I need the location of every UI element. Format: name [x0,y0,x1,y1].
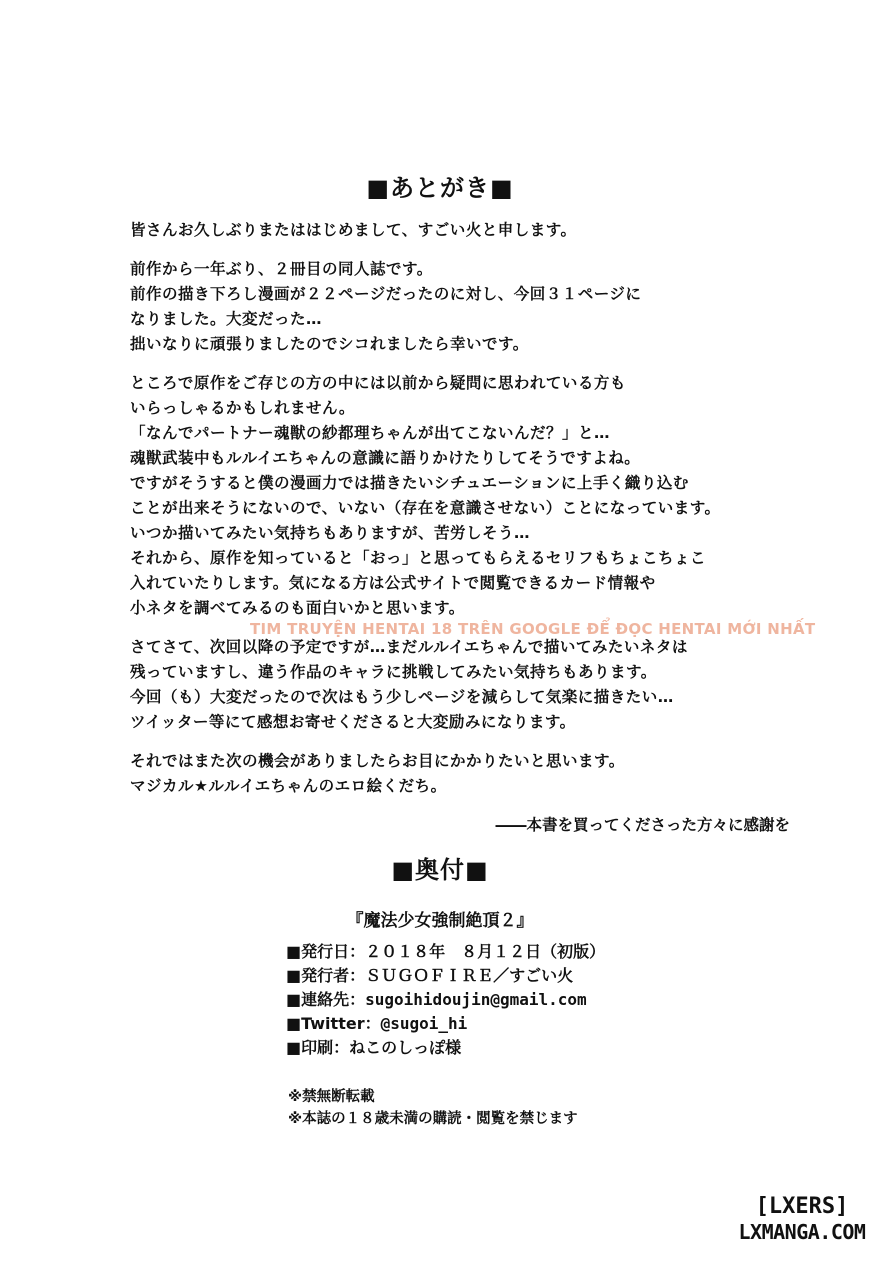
text-line: ことが出来そうにないので、いない（存在を意識させない）ことになっています。 [130,499,721,517]
scanlator-logo [732,1194,872,1244]
text-line: ですがそうすると僕の漫画力では描きたいシチュエーションに上手く織り込む [130,474,689,492]
text-line: ところで原作をご存じの方の中には以前から疑問に思われている方も [130,374,626,392]
afterword-signature: ――本書を買ってくださった方々に感謝を [495,816,790,834]
colophon-details [286,940,605,1060]
afterword-heading: ■あとがき■ [366,174,514,202]
text-line: 前作の描き下ろし漫画が２２ページだったのに対し、今回３１ページに [130,285,642,303]
colophon-value: ＳＵＧＯＦＩＲＥ／すごい火 [365,966,574,985]
text-line: いつか描いてみたい気持ちもありますが、苦労しそう… [130,524,531,542]
text-line: さてさて、次回以降の予定ですが…まだルルイエちゃんで描いてみたいネタは [130,638,688,656]
text-line: それではまた次の機会がありましたらお目にかかりたいと思います。 [130,752,625,770]
colophon-row-date [286,940,605,964]
twitter-handle: @sugoi_hi [380,1014,468,1033]
colophon-label: ■Twitter： [286,1014,381,1033]
colophon-label: ■印刷： [286,1038,350,1057]
text-line: 残っていますし、違う作品のキャラに挑戦してみたい気持ちもあります。 [130,663,657,681]
colophon-value: ねこのしっぽ様 [349,1038,462,1057]
text-line: なりました。大変だった… [130,310,323,328]
colophon-label: ■発行日： [286,942,366,961]
colophon-heading: ■奥付■ [391,856,489,884]
text-line: 前作から一年ぶり、２冊目の同人誌です。 [130,260,433,278]
afterword-paragraph [130,218,790,243]
text-line: 入れていたりします。気になる方は公式サイトで閲覧できるカード情報や [130,574,656,592]
site-watermark: TIM TRUYỆN HENTAI 18 TRÊN GOOGLE ĐỂ ĐỌC HENTAI MỚI NHẤT [250,620,816,638]
note-age-restriction: ※本誌の１８歳未満の購読・閲覧を禁じます [288,1111,578,1127]
text-line: それから、原作を知っていると「おっ」と思ってもらえるセリフもちょこちょこ [130,549,707,567]
text-line: 魂獣武装中もルルイエちゃんの意識に語りかけたりしてそうですよね。 [130,449,641,467]
afterword-paragraph [130,371,790,621]
note-no-reprint: ※禁無断転載 [288,1089,375,1105]
colophon-value: ２０１８年 ８月１２日（初版） [365,942,606,961]
text-line: 今回（も）大変だったので次はもう少しページを減らして気楽に描きたい… [130,688,674,706]
afterword-body [130,218,816,838]
legal-notes [288,1086,578,1130]
afterword-paragraph [130,257,790,357]
colophon-row-publisher [286,964,605,988]
text-line: 小ネタを調べてみるのも面白いかと思います。 [130,599,465,617]
logo-line-2: LXMANGA.COM [738,1220,866,1244]
colophon-row-printer [286,1036,605,1060]
afterword-paragraph [130,749,790,799]
colophon-label: ■連絡先： [286,990,366,1009]
text-line: 拙いなりに頑張りましたのでシコれましたら幸いです。 [130,335,529,353]
text-line: 「なんでパートナー魂獣の紗都理ちゃんが出てこないんだ？」と… [130,424,611,442]
book-title: 『魔法少女強制絶頂２』 [346,911,534,931]
colophon-row-contact [286,988,605,1012]
text-line: 皆さんお久しぶりまたははじめまして、すごい火と申します。 [130,221,577,239]
afterword-paragraph [130,635,790,735]
colophon-row-twitter [286,1012,605,1036]
text-line: マジカル★ルルイエちゃんのエロ絵くだち。 [130,777,447,795]
contact-email: sugoihidoujin@gmail.com [365,990,587,1009]
colophon-label: ■発行者： [286,966,366,985]
text-line: いらっしゃるかもしれません。 [130,399,355,417]
logo-line-1: [LXERS] [755,1194,849,1219]
text-line: ツイッター等にて感想お寄せくださると大変励みになります。 [130,713,576,731]
